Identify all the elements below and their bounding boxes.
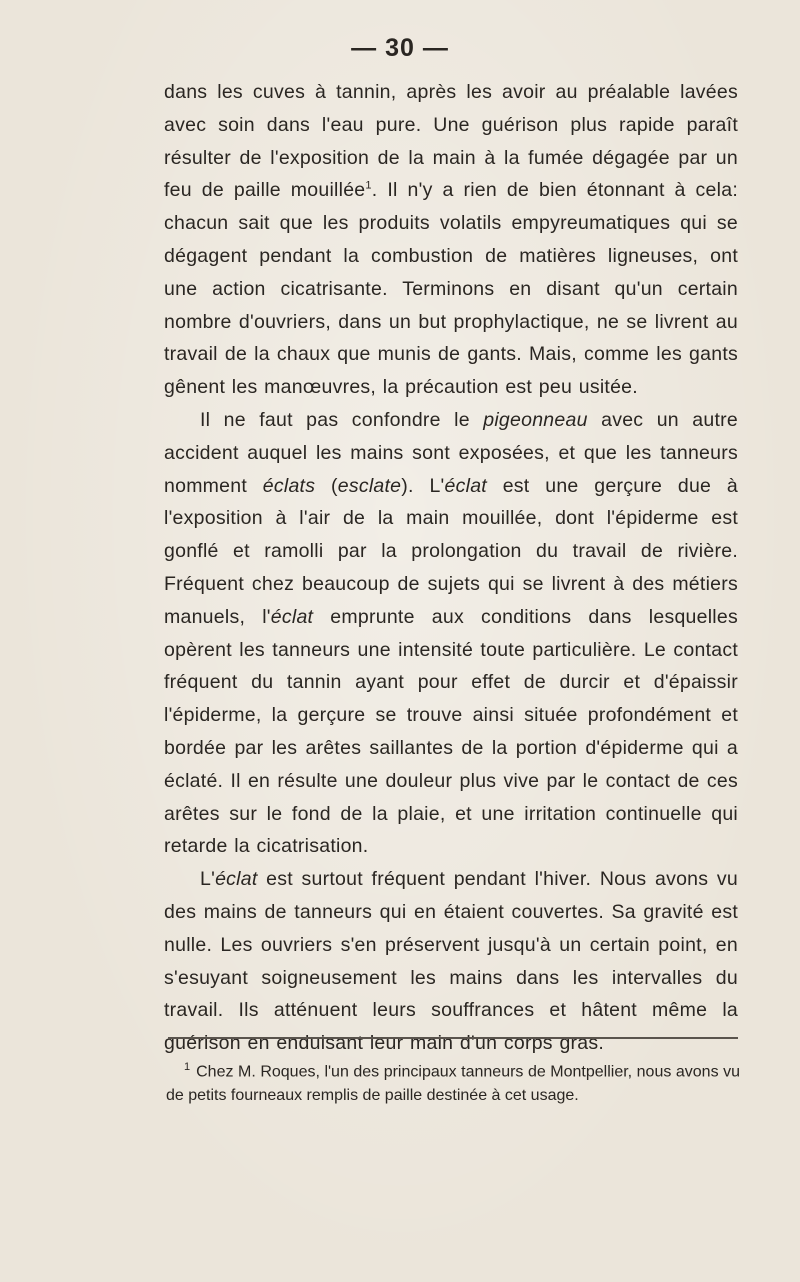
page-number: — 30 —: [351, 34, 449, 62]
text-segment: est une gerçure due à l'exposition à l'air de la main mouillée, dont l'épiderme est gonflé et ramolli par la prolongation du travail de rivière. Fréquent chez beaucoup de sujets qui se livrent à des métiers manuels, l': [164, 474, 738, 628]
body-text: [164, 76, 738, 1060]
italic-term: pigeonneau: [483, 408, 588, 431]
footnote-mark: 1: [184, 1061, 191, 1073]
text-segment: dans les cuves à tannin, après les avoir au préalable lavées avec soin dans l'eau pure. Une guérison plus rapide paraît résulter de l'exposition de la main à la fumée dégagée par un feu de paille mouillée: [164, 81, 738, 202]
footnote-text: Chez M. Roques, l'un des principaux tanneurs de Montpellier, nous avons vu de petits fourneaux remplis de paille destinée à cet usage.: [166, 1063, 740, 1105]
text-segment: emprunte aux conditions dans lesquelles opèrent les tanneurs une intensité toute particulière. Le contact fréquent du tannin ayant pour effet de durcir et d'épaissir l'épiderme, la gerçure se trouve ainsi située profondément et bordée par les arêtes saillantes de la portion d'épiderme qui a éclaté. Il en résulte une douleur plus vive par le contact de ces arêtes sur le fond de la plaie, et une irritation continuelle qui retarde la cicatrisation.: [164, 605, 738, 858]
text-segment: L': [200, 868, 216, 891]
paragraph-1: [164, 76, 738, 404]
paragraph-3: [164, 863, 738, 1060]
italic-term: éclats: [262, 474, 316, 497]
footnote-reference[interactable]: 1: [365, 179, 372, 192]
italic-term: éclat: [444, 474, 487, 497]
italic-term: éclat: [270, 605, 314, 628]
footnote: [166, 1055, 740, 1108]
text-segment: est surtout fréquent pendant l'hiver. Nous avons vu des mains de tanneurs qui en étaient couvertes. Sa gravité est nulle. Les ouvriers s'en préservent jusqu'à un certain point, en s'esuyant soigneusement les mains dans les intervalles du travail. Ils atténuent leurs souffrances et hâtent même la guérison en enduisant leur main d'un corps gras.: [164, 868, 738, 1055]
text-segment: avec un autre accident auquel les mains sont exposées, et que les tanneurs nomment: [164, 408, 738, 497]
text-segment: (: [315, 474, 338, 497]
paragraph-2: [164, 404, 738, 863]
footnote-divider: [168, 1037, 738, 1039]
text-segment: Il ne faut pas confondre le: [200, 408, 484, 431]
italic-term: éclat: [215, 868, 258, 891]
text-segment: . Il n'y a rien de bien étonnant à cela: chacun sait que les produits volatils empyreumatiques qui se dégagent pendant la combustion de matières ligneuses, ont une action cicatrisante. Terminons en disant qu'un certain nombre d'ouvriers, dans un but prophylactique, ne se livrent au travail de la chaux que munis de gants. Mais, comme les gants gênent les manœuvres, la précaution est peu usitée.: [164, 179, 738, 399]
text-segment: ). L': [401, 474, 445, 497]
italic-term: esclate: [337, 474, 402, 497]
